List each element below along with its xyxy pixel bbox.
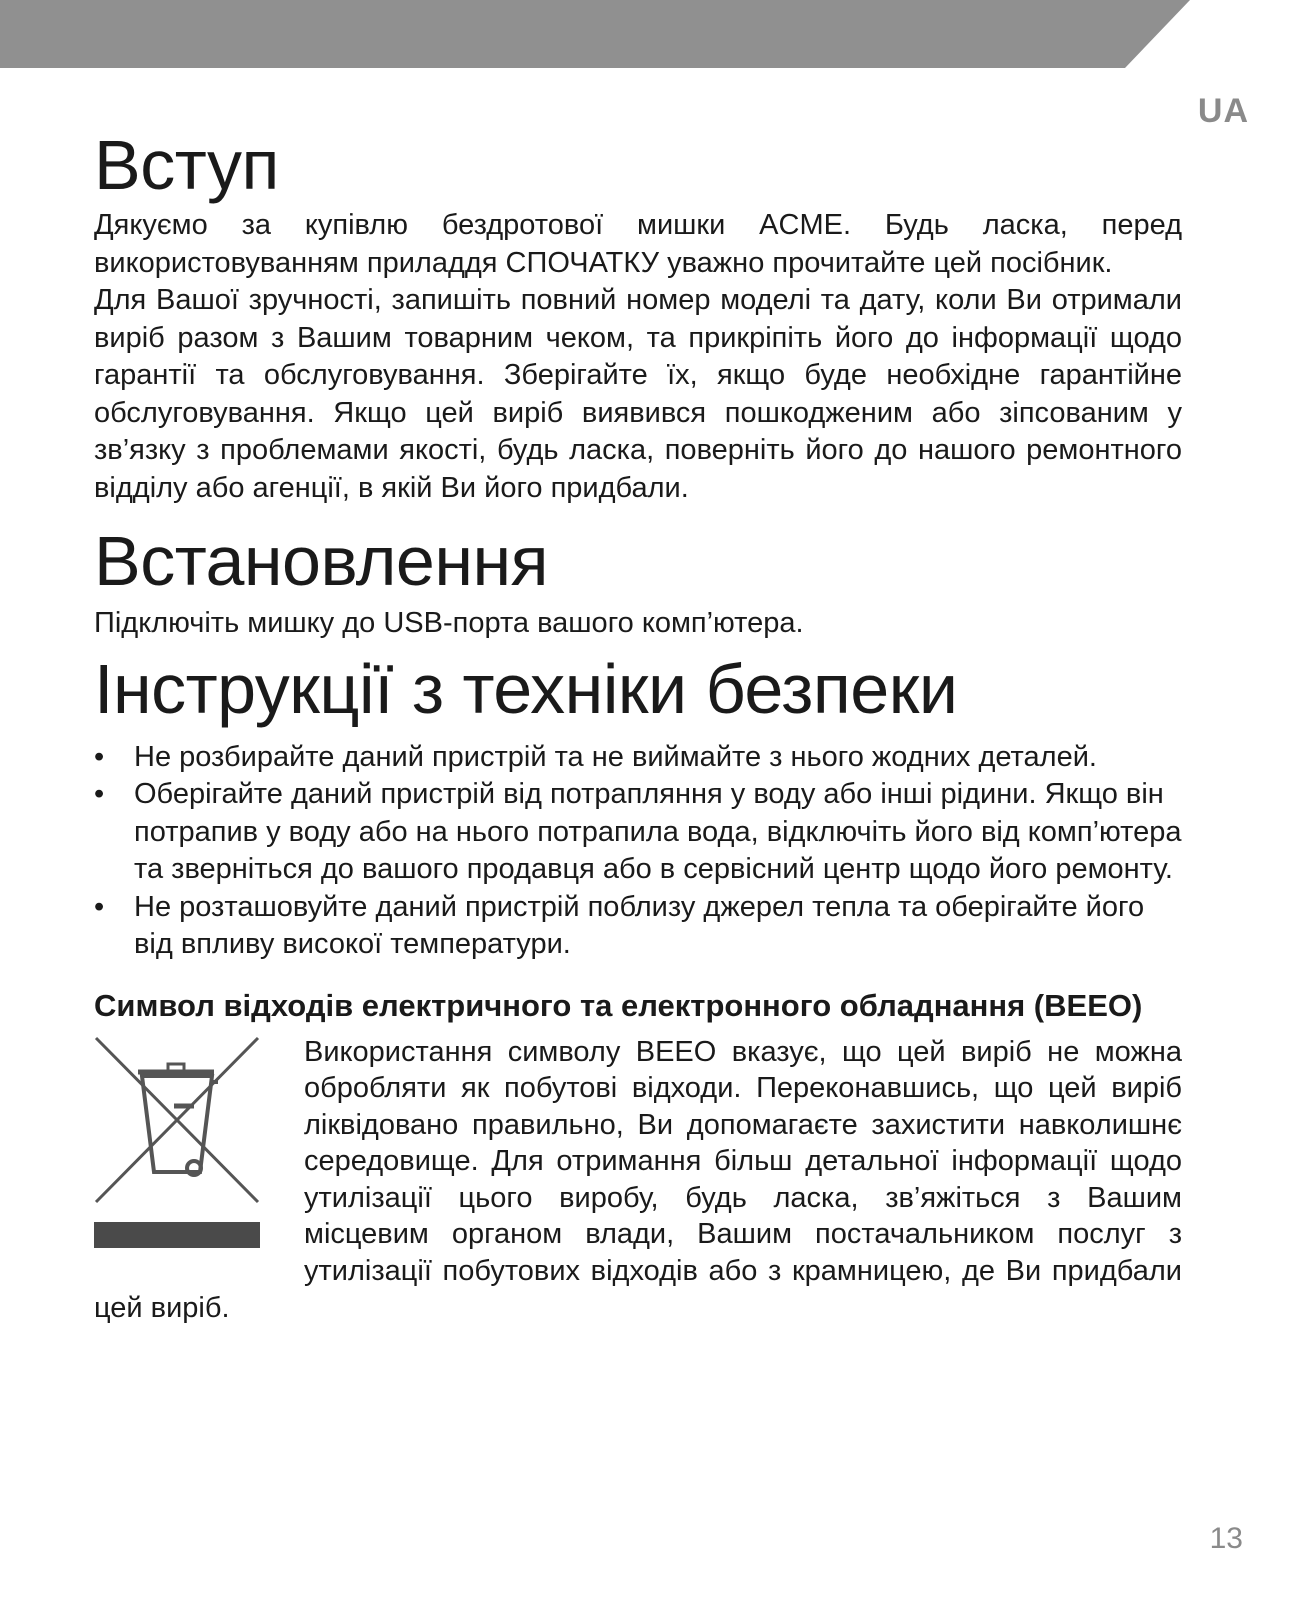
page-content <box>94 125 1182 1326</box>
list-item <box>94 739 1182 777</box>
weee-block <box>94 1034 1182 1327</box>
bullet-icon: • <box>94 890 105 923</box>
bullet-icon: • <box>94 778 105 810</box>
safety-item-text: Не розташовуйте даний пристрій поблизу джерел тепла та оберігайте його від впливу високої температури. <box>134 890 1145 960</box>
safety-heading: Інструкції з техніки безпеки <box>94 649 958 728</box>
crossed-out-wheelie-bin-icon <box>94 1036 260 1250</box>
list-item <box>94 776 1182 889</box>
list-item <box>94 889 1182 964</box>
header-band <box>0 0 1307 68</box>
weee-heading: Символ відходів електричного та електронного обладнання (ВЕЕО) <box>94 987 1143 1023</box>
safety-list <box>94 739 1182 964</box>
installation-text: Підключіть мишку до USB-порта вашого комп’ютера. <box>94 607 804 639</box>
language-code: UA <box>1197 92 1249 130</box>
installation-heading: Встановлення <box>94 522 549 600</box>
safety-item-text: Не розбирайте даний пристрій та не виймайте з нього жодних деталей. <box>134 740 1097 773</box>
intro-paragraph-2: Для Вашої зручності, запишіть повний номер моделі та дату, коли Ви отримали виріб разом з Вашим товарним чеком, та прикріпіть його до інформації щодо гарантії та обслуговування. Зберігайте їх, якщо буде необхідне гарантійне обслуговування. Якщо цей виріб виявився пошкодженим або зіпсованим у зв’язку з проблемами якості, будь ласка, поверніть його до нашого ремонтного відділу або агенції, в якій Ви його придбали. <box>94 284 1182 504</box>
page-number: 13 <box>1209 1522 1243 1555</box>
intro-paragraph-1: Дякуємо за купівлю бездротової мишки ACME. Будь ласка, перед використовуванням приладдя СПОЧАТКУ уважно прочитайте цей посібник. <box>94 209 1182 279</box>
safety-item-text: Оберігайте даний пристрій від потрапляння у воду або інші рідини. Якщо він потрапив у воду або на нього потрапила вода, відключіть його від комп’ютера та зверніться до вашого продавця або в сервісний центр щодо його ремонту. <box>134 778 1182 885</box>
intro-heading: Вступ <box>94 126 279 204</box>
bullet-icon: • <box>94 740 105 773</box>
weee-text: Використання символу ВЕЕО вказує, що цей виріб не можна обробляти як побутові відходи. Переконавшись, що цей виріб ліквідовано правильно, Ви допомагаєте захистити навколишнє середовище. Для отримання більш детальної інформації щодо утилізації цього виробу, будь ласка, зв’яжіться з Вашим місцевим органом влади, Вашим постачальником послуг з утилізації побутових відходів або з крамницею, де Ви придбали цей виріб. <box>94 1035 1182 1324</box>
